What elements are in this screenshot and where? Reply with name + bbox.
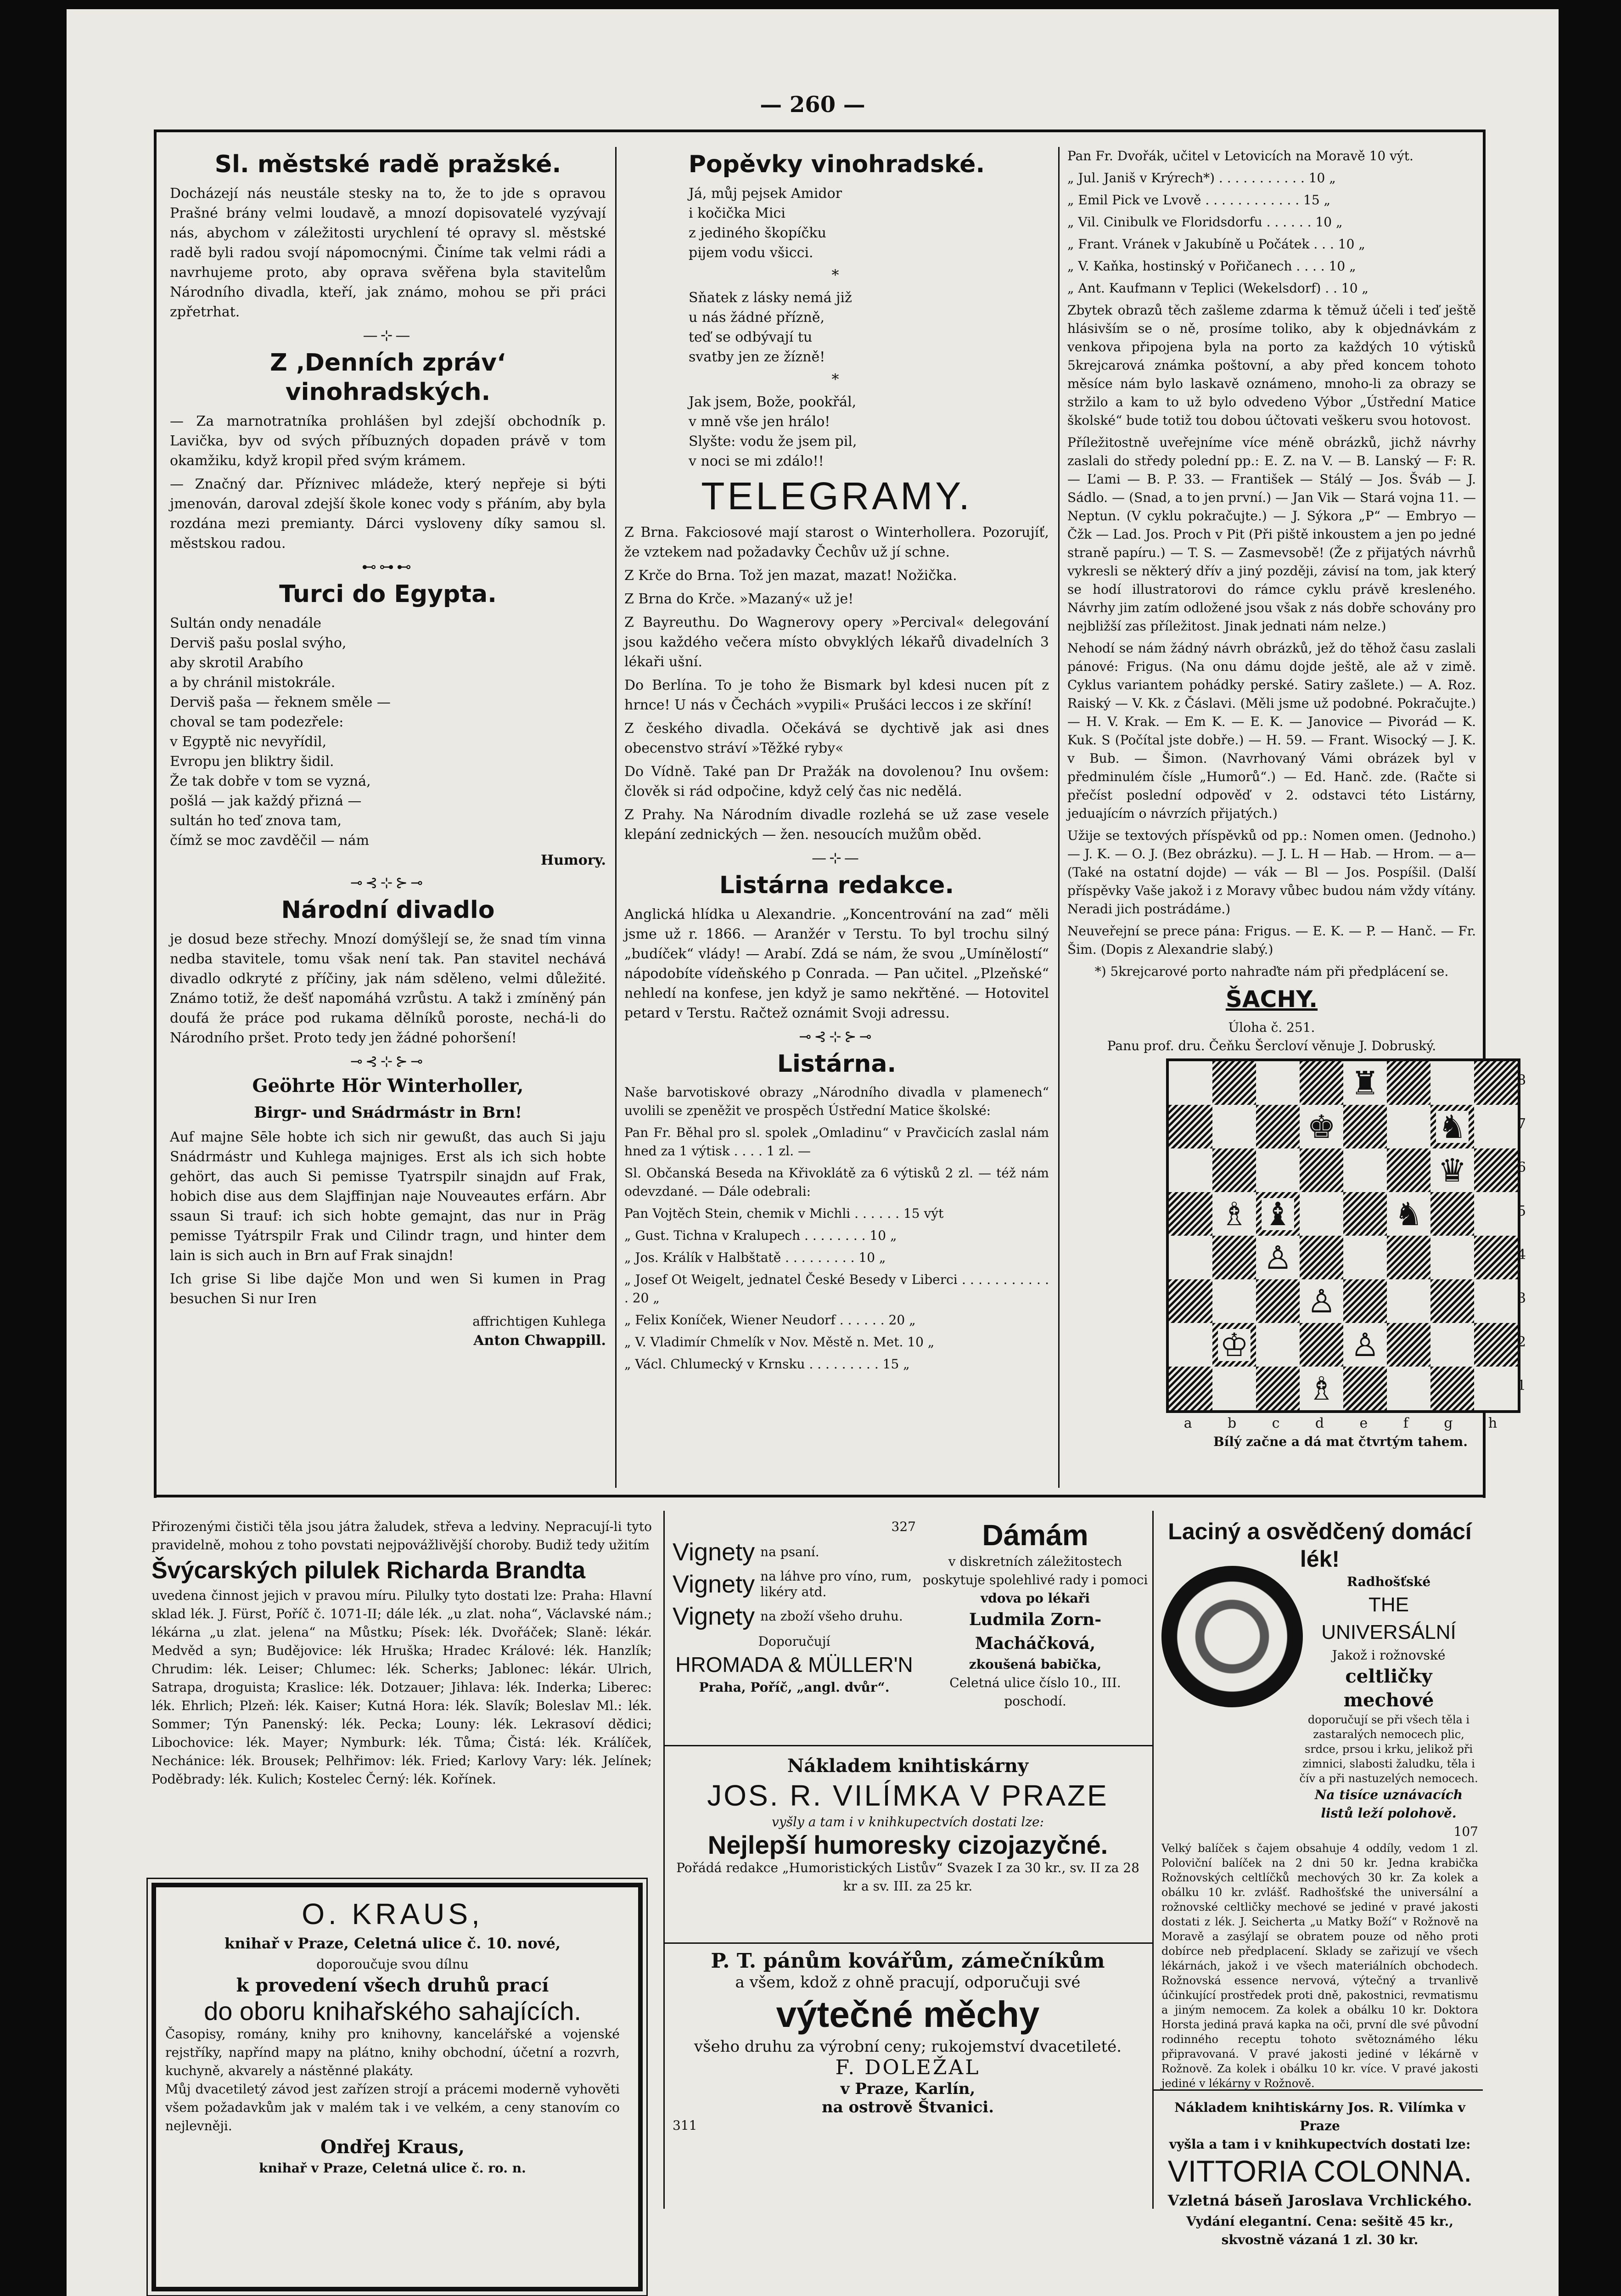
ornament-divider: ⊸⊰⊹⊱⊸: [350, 874, 426, 891]
vignety-row: [673, 1568, 916, 1600]
telegram-item: Do Vídně. Také pan Dr Pražák na dovolenou? Inu ovšem: člověk si rád odpočine, když celý čas nic nedělá.: [624, 764, 1049, 799]
column-2: [624, 147, 1049, 1377]
chess-square: [1169, 1279, 1212, 1323]
verse-line: Derviš paša — řeknem směle —: [170, 694, 391, 710]
ad-firm: JOS. R. VILÍMKA V PRAZE: [707, 1779, 1109, 1812]
letter-text: Ich grise Si libe dajče Mon und wen Si kumen in Prag besuchen Si nur Iren: [170, 1271, 606, 1307]
ad-address: Praha, Poříč, „angl. dvůr“.: [699, 1680, 890, 1695]
chess-square: [1256, 1148, 1300, 1192]
column-rule-1: [615, 147, 617, 1488]
chess-square: [1474, 1367, 1518, 1410]
poem-verse: [624, 184, 1049, 263]
chess-piece-icon: ♚: [1305, 1111, 1338, 1143]
article-text: — Značný dar. Příznivec mládeže, který nepřeje si býti jmenován, daroval zdejší škole konec vody s přáním, aby byla rozdána mezi premianty. Dárci vysloveny díky samou sl. městskou radou.: [170, 476, 606, 551]
chess-square: [1474, 1279, 1518, 1323]
chess-square: [1430, 1192, 1474, 1236]
donor-line: „ Emil Pick ve Lvově . . . . . . . . . . . . 15 „: [1067, 192, 1331, 208]
chess-square: [1256, 1105, 1300, 1148]
verse-line: pošlá — jak každý přizná —: [170, 793, 362, 809]
chess-square: [1212, 1192, 1256, 1236]
chess-square: [1256, 1323, 1300, 1367]
middle-border-rule: [154, 1495, 1485, 1497]
pharmacy-seal-emblem: [1161, 1566, 1303, 1707]
chess-square: [1430, 1279, 1474, 1323]
file-label: f: [1403, 1415, 1408, 1431]
article-text: Zbytek obrazů těch zašleme zdarma k těmuž účeli i teď ještě hlásivším se o ně, prosíme toliko, aby k objednávkám z venkova připojena byla na porto za každých 10 výtisků 5krejcarová známka poštovní, a aby před koncem tohoto měsíce nám bylo laskavě oznámeno, mnoho-li za obrazy se stržilo a kam to už bylo odvedeno Výbor „Ústřední Matice školské“ bude totiž tou dobou účtovati veškeru svou hotovost.: [1067, 303, 1476, 428]
rank-label: 6: [1517, 1159, 1526, 1176]
verse-line: Sultán ondy nenadále: [170, 615, 322, 631]
chess-square: [1169, 1236, 1212, 1279]
rank-label: 7: [1517, 1116, 1526, 1132]
verse-line: teď se odbývají tu: [689, 329, 813, 345]
ad-text: k provedení všech druhů prací: [236, 1975, 549, 1996]
ad-column-rule: [1152, 1511, 1154, 2209]
ad-address: v Praze, Karlín,: [840, 2080, 976, 2098]
telegram-item: Z Prahy. Na Národním divadle rozlehá se už zase vesele klepání zednických — žen. nesoucích mužům oběd.: [624, 807, 1049, 843]
ad-text: Vydání elegantní. Cena: sešitě 45 kr., skvostně vázaná 1 zl. 30 kr.: [1186, 2214, 1454, 2247]
telegram-item: Z Brna do Krče. »Mazaný« už je!: [624, 591, 854, 607]
file-label: c: [1272, 1415, 1280, 1431]
chess-board: [1166, 1058, 1520, 1413]
chess-square: [1256, 1279, 1300, 1323]
ad-text: všeho druhu za výrobní ceny; rukojemství dvacetileté.: [694, 2037, 1122, 2056]
chess-square: [1300, 1061, 1343, 1105]
ad-text: doporoučuje svou dílnu: [316, 1957, 469, 1972]
chess-piece-icon: ♞: [1436, 1111, 1469, 1143]
section-title: Sl. městské radě pražské.: [214, 151, 561, 178]
ad-signature: Ondřej Kraus,: [320, 2136, 465, 2158]
ad-name: Ludmila Zorn-Macháčková,: [969, 1610, 1102, 1653]
column-rule-2: [1058, 147, 1060, 1488]
article-text: Užije se textových příspěvků od pp.: Nomen omen. (Jednoho.) — J. K. — O. J. (Bez obrázku). — J. L. H — Hab. — Hrom. — a— (Také na ostatní dojde) — vák — Bl — Jos. Pospíšil. (Další příspěvky Vaše jakož i z Moravy vůbec budou nám vždy vítány. Neradi jich postrádáme.): [1067, 828, 1476, 917]
ad-text: doporučují se při všech těla i zastaralých nemocech plic, srdce, prsou i krku, jelikož při zimnici, slabosti žaludku, těla i čív a při nastuzelých nemocech.: [1299, 1713, 1478, 1785]
chess-square: [1343, 1236, 1387, 1279]
ad-text: uvedena činnost jejich v pravou míru. Pilulky tyto dostati lze: Praha: Hlavní sklad lék. J. Fürst, Poříč č. 1071-II; dále lék. „u zlat. noha“, Václavské nám.; lékárna „u zlat. jelena“ na Můstku; Písek: lék. Dvořáček; Slaně: lékár. Medvěd a syn; Budějovice: lék Hruška; Hradec Králové: lék. Hanzlík; Chrudim: lék. Leiser; Chlumec: lék. Scherks; Jablonec: lékár. Ulrich, Satrapa, droguista; Kraslice: lék. Dotzauer; Jihlava: lék. Inderka; Liberec: lék. Ehrlich; Plzeň: lék. Kaiser; Kutná Hora: lék. Slavík; Boleslav Ml.: lék. Sommer; Týn Panenský: lék. Pecka; Louny: lék. Lekrasoví dědici; Libochovice: lék. Mayer; Nymburk: lék. Tůma; Čistá: lék. Králíček, Nechánice: lék. Brousek; Pelhřimov: lék. Fried; Karlovy Vary: lék. Jelínek; Poděbrady: lék. Kulich; Kostelec Černý: lék. Kořínek.: [151, 1588, 652, 1787]
chess-square: [1300, 1105, 1343, 1148]
top-border-rule: [154, 129, 1485, 132]
chess-piece-icon: ♙: [1305, 1285, 1338, 1317]
file-label: e: [1359, 1415, 1368, 1431]
verse-line: choval se tam podezřele:: [170, 714, 344, 730]
verse-line: i kočička Mici: [689, 205, 785, 221]
chess-caption: Bílý začne a dá mat čtvrtým tahem.: [1213, 1434, 1468, 1449]
chess-square: [1430, 1148, 1474, 1192]
vignety-word: Vignety: [673, 1570, 755, 1598]
donor-line: „ Václ. Chlumecký v Krnsku . . . . . . . . . 15 „: [624, 1356, 910, 1372]
chess-square: [1212, 1148, 1256, 1192]
chess-square: [1343, 1061, 1387, 1105]
chess-square: [1169, 1367, 1212, 1410]
poem-verse: [624, 392, 1049, 471]
poem-verse: [624, 288, 1049, 367]
chess-piece-icon: ♜: [1349, 1067, 1381, 1099]
chess-square: [1474, 1323, 1518, 1367]
chess-square: [1300, 1323, 1343, 1367]
verse-line: sultán ho teď znova tam,: [170, 813, 342, 829]
chess-square: [1169, 1061, 1212, 1105]
verse-line: a by chránil mistokrále.: [170, 675, 336, 691]
article-text: je dosud beze střechy. Mnozí domýšlejí se, že snad tím vinna nedba stavitele, tomu však není tak. Pan stavitel nechává divadlo odkryté z příčiny, jak nám sděleno, velmi důležité. Známo totiž, že dešť napomáhá vzrůstu. A takž i zmíněný pán doufá že práce pod rukama dělníků poroste, nechá-li do Národního pršet. Proto tedy jen žádné pohoršení!: [170, 931, 606, 1046]
damam-ad: [920, 1518, 1150, 1711]
poem-verse: [170, 613, 606, 850]
article-text: Neuveřejní se prece pána: Frigus. — E. K. — P. — Hanč. — Fr. Šim. (Dopis z Alexandrie slabý.): [1067, 923, 1476, 957]
chess-square: [1169, 1323, 1212, 1367]
ad-number: 311: [673, 2118, 697, 2133]
donor-line: „ Josef Ot Weigelt, jednatel České Besedy v Liberci . . . . . . . . . . . . 20 „: [624, 1272, 1049, 1306]
newspaper-page: [67, 9, 1559, 2296]
file-label: h: [1488, 1415, 1498, 1431]
verse-line: v Egyptě nic nevyřídil,: [170, 734, 327, 750]
verse-line: pijem vodu všicci.: [689, 245, 813, 261]
rank-label: 8: [1517, 1072, 1526, 1088]
ad-title: VITTORIA COLONNA.: [1167, 2154, 1472, 2188]
donor-line: Pan Fr. Dvořák, učitel v Letovicích na Moravě 10 výt.: [1067, 148, 1413, 163]
article-text: Naše barvotiskové obrazy „Národního divadla v plamenech“ uvolili se zpeněžit ve prospěch Ústřední Matice školské:: [624, 1085, 1049, 1118]
chess-square: [1387, 1148, 1430, 1192]
signature: Humory.: [540, 852, 606, 868]
chess-square: [1169, 1148, 1212, 1192]
verse-line: Sňatek z lásky nemá již: [689, 290, 852, 306]
letter-text: Auf majne Sēle hobte ich sich nir gewußt, das auch Si jaju Snádrmástr und Kuhlega majniges. Erst als ich sich hobte gehört, das auch Si pemisse Tyatrspilr sinajdn auf Frak, hobich dise aus dem Slajffinjan naje Nouveautes erfárn. Abr ssaun Si trauf: ich sich hobte gemajnt, das nur in Präg pemisse Tyátrspilr Frak und Cilindr tragn, und hinter dem lain is sich auch in Brn auf Frak sinajdn!: [170, 1129, 606, 1264]
chess-square: [1300, 1192, 1343, 1236]
chess-piece-icon: ♞: [1392, 1198, 1425, 1230]
ornament-divider: ⊷⊶⊷: [362, 558, 414, 575]
article-text: Anglická hlídka u Alexandrie. „Koncentrování na zad“ měli jsme už r. 1866. — Aranžér v Terstu. To byl trochu silný „budíček“ vlády! — Arabí. Zdá se nám, že svou „Umínělostí“ nápodobíte vídeňského p Conrada. — Pan učitel. „Plzeňské“ nehledí na konfese, jen když je samo nekřtěné. — Hotovitel petard v Terstu. Račtež oznámit Svoji adressu.: [624, 906, 1049, 1021]
donor-line: Sl. Občanská Beseda na Křivoklátě za 6 výtisků 2 zl. — též nám odevzdané. — Dále odebrali:: [624, 1165, 1049, 1199]
chess-square: [1474, 1148, 1518, 1192]
chess-square: [1256, 1192, 1300, 1236]
verse-line: Jak jsem, Bože, pookřál,: [689, 394, 857, 410]
telegram-list: [624, 523, 1049, 844]
vittoria-colonna-ad: [1161, 2099, 1478, 2249]
section-title: Geöhrte Hör Winterholler,: [252, 1075, 524, 1097]
article-text: Nehodí se nám žádný návrh obrázků, jež do těhož času zaslali pánové: Frigus. (Na onu dámu dojde ještě, ale až v zimě. Cyklus variantem pohádky perské. Satiry zašlete.) — A. Roz. Raiský — V. Kk. z Čáslavi. (Měli jsme už podobné. Pokračujte.) — H. V. Krak. — Em K. — E. K. — Janovice — Pivorád — K. Kuk. S (Počítal jste dobře.) — H. 59. — Frant. Wisocký — J. K. v Bub. — Šimon. (Navrhovaný Vámi obrázek byl v předminulém čísle „Humorů“.) — Ed. Hanč. zde. (Račte si přečíst poslední odpověď v 2. odstavci této Listárny, jeduajícím o návrzích přijatých.): [1067, 641, 1476, 821]
ornament-divider: *: [831, 266, 842, 284]
section-title: Popěvky vinohradské.: [688, 151, 985, 178]
section-subtitle: Birgr- und Sнádrmástr in Brn!: [254, 1103, 522, 1122]
ad-number: 107: [1453, 1824, 1478, 1839]
donor-line: „ Gust. Tichna v Kralupech . . . . . . . . 10 „: [624, 1228, 897, 1243]
vignety-row: [673, 1536, 916, 1568]
chess-square: [1430, 1061, 1474, 1105]
donor-list: [1067, 147, 1476, 298]
ornament-divider: *: [831, 371, 842, 388]
chess-square: [1387, 1323, 1430, 1367]
verse-line: aby skrotil Arabího: [170, 655, 303, 671]
donor-line: „ V. Kaňka, hostinský v Pořičanech . . . . 10 „: [1067, 259, 1356, 274]
ad-title: O. KRAUS,: [302, 1897, 483, 1930]
chess-piece-icon: ♙: [1262, 1242, 1294, 1274]
article-text: Příležitostně uveřejníme více méně obrázků, jichž návrhy zaslali do středy polední pp.: E. Z. na V. — B. Lanský — F: R. — L’ami — B. P. 33. — František — Stálý — Jos. Šváb — J. Sádlo. — (Snad, a to jen první.) — Jan Vik — Stará vojna 11. — Neptun. (V cyklu pokračujte.) — J. Sýkora „P“ — Embryo — Čžk — Lad. Jos. Proch v Pit (Při piště inkoustem a jen po jedné straně papíru.) — T. S. — Zasmevsobě! (Že z přijatých návrhů vykresli se některý dřív a jiný později, závisí na tom, jak který se hodí illustratorovi do rámce cyklu právě kresleného. Návrhy jim zatím odložené jsou však z nás dobře schovány pro nejbližší zas příležitost. Jinak jednati nám nelze.): [1067, 435, 1476, 634]
ornament-divider: ⊸⊰⊹⊱⊸: [799, 1028, 875, 1045]
chess-square: [1256, 1061, 1300, 1105]
chess-square: [1387, 1279, 1430, 1323]
ad-text: Radhošťské: [1346, 1574, 1431, 1589]
chess-square: [1212, 1236, 1256, 1279]
dolezal-ad: [673, 1949, 1143, 2135]
chess-square: [1387, 1367, 1430, 1410]
verse-line: Že tak dobře v tom se vyzná,: [170, 773, 371, 789]
file-label: b: [1228, 1415, 1237, 1431]
chess-square: [1300, 1236, 1343, 1279]
ad-text: celtličky mechové: [1343, 1666, 1434, 1711]
ad-address: Celetná ulice číslo 10., III. poschodí.: [949, 1675, 1121, 1709]
chess-piece-icon: ♙: [1349, 1329, 1381, 1361]
vignety-text: na láhve pro víno, rum, likéry atd.: [760, 1569, 912, 1599]
chess-square: [1387, 1192, 1430, 1236]
chess-square: [1256, 1236, 1300, 1279]
ad-text: a všem, kdož z ohně pracují, odporučuji své: [735, 1973, 1081, 1992]
donor-line: „ Jul. Janiš v Krýrech*) . . . . . . . . . . . 10 „: [1067, 170, 1336, 186]
ad-row-rule: [663, 1745, 1152, 1746]
donor-line: „ Ant. Kaufmann v Teplici (Wekelsdorf) . . 10 „: [1067, 281, 1369, 296]
ad-text: Časopisy, romány, knihy pro knihovny, kancelářské a vojenské rejstříky, napřínd mapy na plátno, knihy obchodní, účetní a rozvrh, kuchyně, akvarely a nástěnné plakáty.: [165, 2026, 620, 2078]
telegram-item: Z Brna. Fakciosové mají starost o Winterhollera. Pozorujíť, že vztekem nad požadavky Čechův už jí schne.: [624, 524, 1049, 560]
vignety-list: [673, 1536, 916, 1632]
ad-text: do oboru knihařského sahajících.: [204, 1997, 581, 2026]
chess-piece-icon: ♔: [1218, 1329, 1251, 1361]
vignety-word: Vignety: [673, 1538, 755, 1566]
chess-file-labels: [1166, 1415, 1515, 1431]
ad-text: Nákladem knihtiskárny Jos. R. Vilímka v Praze: [1174, 2100, 1465, 2133]
chess-square: [1343, 1279, 1387, 1323]
chess-square: [1212, 1279, 1256, 1323]
donor-line: „ Frant. Vránek v Jakubíně u Počátek . . . 10 „: [1067, 236, 1365, 252]
verse-line: z jediného škopíčku: [689, 225, 826, 241]
verse-line: v noci se mi zdálo!!: [689, 453, 824, 469]
verse-line: svatby jen ze žízně!: [689, 349, 825, 365]
chess-square: [1343, 1323, 1387, 1367]
file-label: d: [1315, 1415, 1324, 1431]
chess-square: [1430, 1367, 1474, 1410]
verse-line: Evropu jen bliktry šidil.: [170, 754, 334, 770]
chess-square: [1387, 1061, 1430, 1105]
telegram-item: Z českého divadla. Očekává se dychtivě jak asi dnes obecenstvo stráví »Těžké ryby«: [624, 720, 1049, 756]
chess-square: [1169, 1105, 1212, 1148]
chess-square: [1343, 1192, 1387, 1236]
chess-square: [1430, 1236, 1474, 1279]
vignety-text: na zboží všeho druhu.: [760, 1609, 903, 1624]
chess-square: [1300, 1148, 1343, 1192]
donor-line: Pan Vojtěch Stein, chemik v Michli . . . . . . 15 výt: [624, 1206, 944, 1221]
chess-square: [1300, 1279, 1343, 1323]
chess-square: [1430, 1105, 1474, 1148]
ad-text: vyšly a tam i v knihkupectvích dostati lze:: [772, 1814, 1044, 1829]
rank-label: 2: [1517, 1334, 1526, 1350]
section-title: Z ‚Denních zpráv‘ vinohradských.: [270, 349, 506, 406]
verse-line: Derviš pašu poslal svýho,: [170, 635, 347, 651]
ad-title: Nejlepší humoresky cizojazyčné.: [707, 1830, 1108, 1859]
vignety-text: na psaní.: [760, 1544, 819, 1559]
ad-text: Nákladem knihtiskárny: [787, 1755, 1029, 1777]
chess-square: [1343, 1105, 1387, 1148]
brandt-ad: [151, 1518, 652, 1789]
chess-task-number: Úloha č. 251.: [1228, 1020, 1315, 1035]
ad-name: F. DOLEŽAL: [835, 2056, 981, 2079]
rank-label: 4: [1517, 1247, 1526, 1263]
chess-square: [1212, 1105, 1256, 1148]
chess-piece-icon: ♛: [1436, 1154, 1469, 1187]
ad-address: knihař v Praze, Celetná ulice č. ro. n.: [259, 2161, 526, 2176]
file-label: a: [1183, 1415, 1192, 1431]
rank-label: 1: [1517, 1378, 1526, 1394]
ad-title: výtečné měchy: [776, 1994, 1040, 2035]
ad-text: v diskretních záležitostech poskytuje spolehlivé rady i pomoci: [922, 1554, 1148, 1587]
section-title: Turci do Egypta.: [279, 580, 497, 608]
donor-line: „ V. Vladimír Chmelík v Nov. Městě n. Met. 10 „: [624, 1334, 935, 1350]
donor-line: „ Vil. Cinibulk ve Floridsdorfu . . . . . . 10 „: [1067, 214, 1343, 230]
verse-line: Já, můj pejsek Amidor: [689, 186, 842, 202]
donor-line: „ Felix Koníček, Wiener Neudorf . . . . . . 20 „: [624, 1312, 916, 1328]
chess-square: [1474, 1192, 1518, 1236]
article-text: — Za marnotratníka prohlášen byl zdejší obchodník p. Lavička, byv od svých příbuzných dopaden právě v tom okamžiku, když kropil před svým krámem.: [170, 413, 606, 469]
letter-closing: affrichtigen Kuhlega: [472, 1314, 606, 1329]
chess-square: [1474, 1061, 1518, 1105]
donor-line: „ Jos. Králík v Halbštatě . . . . . . . . . 10 „: [624, 1250, 886, 1265]
vignety-ad: [673, 1518, 916, 1697]
chess-square: [1387, 1105, 1430, 1148]
chess-rank-labels: [1517, 1058, 1526, 1407]
ad-number: 327: [891, 1519, 916, 1534]
ad-text: Doporučují: [758, 1634, 830, 1649]
chess-piece-icon: ♗: [1218, 1198, 1251, 1230]
ad-text: zkoušená babička,: [969, 1657, 1102, 1672]
signature: Anton Chwappill.: [473, 1333, 606, 1349]
vignety-row: [673, 1600, 916, 1632]
page-number: — 260 —: [760, 92, 865, 118]
chess-square: [1256, 1367, 1300, 1410]
chess-piece-icon: ♗: [1305, 1373, 1338, 1405]
ad-text: Pořádá redakce „Humoristických Listův“ Svazek I za 30 kr., sv. II za 28 kr a sv. III. za 25 kr.: [676, 1860, 1139, 1894]
donor-line: Pan Fr. Běhal pro sl. spolek „Omladinu“ v Pravčicích zaslal nám hned za 1 výtisk . . . . 1 zl. —: [624, 1125, 1049, 1159]
ad-text: Přirozenými čističi těla jsou játra žaludek, střeva a ledviny. Nepracují-li tyto pravidelně, mohou z toho povstati nejpovážlivější choroby. Budiž tedy užitím: [151, 1519, 652, 1553]
article-text: Docházejí nás neustále stesky na to, že to jde s opravou Prašné brány velmi loudavě, a mnozí dopisovatelé vyzývají nás, abychom v záležitosti urychlení té opravy sl. městské radě byli radou svojí nápomocnými. Činíme tak velmi rádi a navrhujeme proto, aby oprava svěřena byla stavitelům Národního divadla, kteří, jak známo, mohou se při práci zpřetrhat.: [170, 186, 606, 320]
chess-square: [1169, 1192, 1212, 1236]
ad-title: THE UNIVERSÁLNÍ: [1321, 1593, 1456, 1643]
ornament-divider: —⊹—: [812, 849, 862, 867]
telegram-item: Z Krče do Brna. Tož jen mazat, mazat! Nožička.: [624, 568, 957, 584]
chess-square: [1474, 1236, 1518, 1279]
footnote: *) 5krejcarové porto nahraďte nám při předplácení se.: [1094, 964, 1449, 979]
rank-label: 3: [1517, 1290, 1526, 1306]
ad-text: Můj dvacetiletý závod jest zařízen strojí a prácemi moderně vyhověti všem požadavkům jak v malém tak i ve velkém, a ceny stanovím co nejlevněji.: [165, 2082, 620, 2133]
section-title: TELEGRAMY.: [701, 474, 972, 518]
ad-row-rule: [663, 1942, 1152, 1944]
chess-square: [1212, 1367, 1256, 1410]
ad-text: vdova po lékaři: [980, 1591, 1090, 1606]
ad-text: Jakož i rožnovské: [1332, 1648, 1446, 1663]
ad-title: Švýcarských pilulek Richarda Brandta: [151, 1557, 586, 1584]
chess-square: [1212, 1323, 1256, 1367]
ornament-divider: ⊸⊰⊹⊱⊸: [350, 1052, 426, 1070]
chess-square: [1474, 1105, 1518, 1148]
chess-square: [1212, 1061, 1256, 1105]
ad-title: P. T. pánům kovářům, zámečníkům: [711, 1949, 1105, 1973]
chess-square: [1430, 1323, 1474, 1367]
chess-square: [1300, 1367, 1343, 1410]
ornament-divider: —⊹—: [363, 326, 413, 344]
telegram-item: Z Bayreuthu. Do Wagnerovy opery »Percival« delegování jsou každého večera místo obvyklých lékařů divadelních 3 lékaři ušní.: [624, 614, 1049, 670]
ad-text: Vzletná báseň Jaroslava Vrchlického.: [1167, 2192, 1472, 2209]
section-title: Listárna.: [777, 1050, 897, 1078]
rank-label: 5: [1517, 1203, 1526, 1219]
column-1: [170, 147, 606, 1351]
chess-square: [1343, 1367, 1387, 1410]
vilimek-ad: [673, 1754, 1143, 1896]
ad-column-rule: [663, 1511, 665, 2209]
ad-address: na ostrově Štvanici.: [821, 2098, 994, 2116]
section-title: Listárna redakce.: [719, 872, 954, 899]
donor-list: [624, 1124, 1049, 1373]
verse-line: Slyšte: vodu že jsem pil,: [689, 433, 857, 450]
ad-address: knihař v Praze, Celetná ulice č. 10. nové,: [224, 1935, 561, 1952]
chess-piece-icon: ♝: [1262, 1198, 1294, 1230]
chess-square: [1343, 1148, 1387, 1192]
ad-title: Dámám: [982, 1519, 1088, 1552]
ad-text: Na tisíce uznávacích listů leží polohově.: [1314, 1787, 1463, 1821]
ad-text: Velký balíček s čajem obsahuje 4 oddíly, vedom 1 zl. Poloviční balíček na 2 dni 50 kr. Jedna krabička Rožnovských celtlíčků mechových 30 kr. Za kolek a obálku 10 kr. zvlášť. Radhošťské the universální a rožnovské celtličky mechové se jediné v pravé jakosti dostati z lék. J. Seicherta „u Matky Boží“ v Rožnově na Moravě a zasýlají se obratem pouze od něho proti dobírce neb předplacení. Sklady se zařizují ve všech lékárnách, jakož i ve všech materiálních obchodech. Rožnovská essence nervová, výtečný a trvanlivě účinkující prostředek proti dně, pakostnici, revmatismu a jiným nemocem. Za kolek a obálku 10 kr. Doktora Horsta jediná pravá kapka na oči, první dle své původní rodinného receptu tohoto světoznámého léku připravovaná. V pravé jakosti jediné v lékárně v Rožnově. Za kolek i obálku 10 kr. více. V pravé jakosti jediné v lékárny v Rožnově.: [1161, 1842, 1478, 2090]
kraus-ad: [165, 1896, 620, 2178]
chess-author: Panu prof. dru. Čeňku Šercloví věnuje J. Dobruský.: [1107, 1038, 1436, 1053]
chess-title: ŠACHY.: [1225, 986, 1318, 1013]
verse-line: u nás žádné přízně,: [689, 310, 825, 326]
left-border-rule: [154, 129, 157, 1498]
telegram-item: Do Berlína. To je toho že Bismark byl kdesi nucen pít z hrnce! U nás v Čechách »vypili« Prušáci leccos i ze skříní!: [624, 677, 1049, 713]
column-3: [1067, 147, 1476, 1055]
vignety-word: Vignety: [673, 1603, 755, 1630]
ad-firm: HROMADA & MÜLLER'N: [675, 1653, 913, 1677]
ad-text: vyšla a tam i v knihkupectvích dostati lze:: [1169, 2137, 1471, 2152]
chess-square: [1387, 1236, 1430, 1279]
ad-title: Laciný a osvědčený domácí lék!: [1168, 1519, 1472, 1572]
verse-line: čímž se moc zavděčil — nám: [170, 833, 370, 849]
file-label: g: [1444, 1415, 1453, 1431]
verse-line: v mně vše jen hrálo!: [689, 414, 830, 430]
section-title: Národní divadlo: [281, 896, 495, 924]
